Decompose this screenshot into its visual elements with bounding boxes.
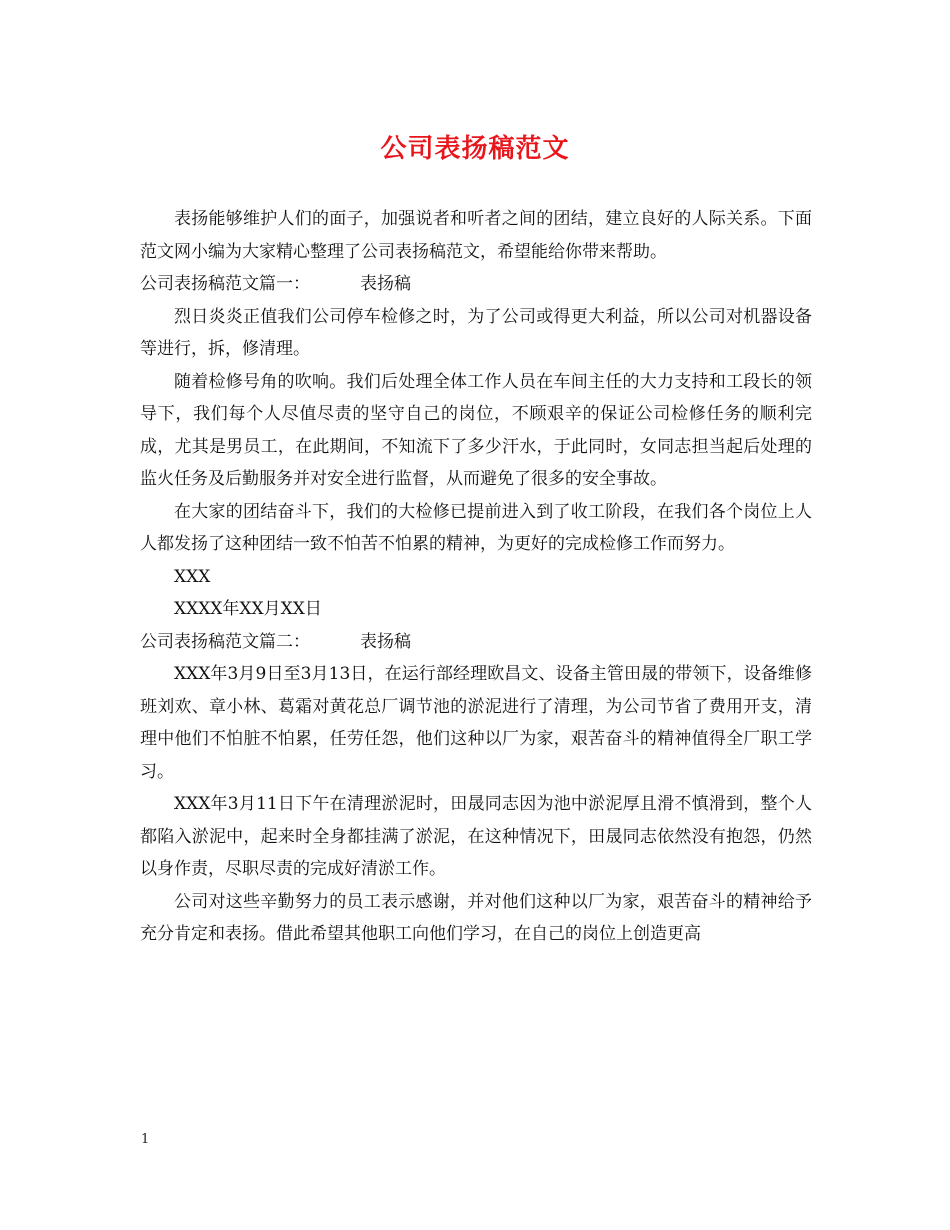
section-heading-2-label: 公司表扬稿范文篇二：	[140, 631, 310, 652]
section1-paragraph: 随着检修号角的吹响。我们后处理全体工作人员在车间主任的大力支持和工段长的领导下，我们每个人尽值尽责的坚守自己的岗位，不顾艰辛的保证公司检修任务的顺利完成，尤其是男员工，在此期间，不知流下了多少汗水，于此同时，女同志担当起后处理的监火任务及后勤服务并对安全进行监督，从而避免了很多的安全事故。	[140, 371, 812, 489]
intro-paragraph: 表扬能够维护人们的面子，加强说者和听者之间的团结，建立良好的人际关系。下面范文网小编为大家精心整理了公司表扬稿范文，希望能给你带来帮助。	[140, 209, 812, 262]
signature-date: XXXX年XX月XX日	[174, 599, 322, 619]
section-heading-1-label: 公司表扬稿范文篇一：	[140, 274, 310, 294]
section-heading-1	[140, 268, 812, 301]
section-subheading-1: 表扬稿	[360, 274, 411, 294]
section-subheading-2: 表扬稿	[360, 631, 411, 652]
section1-paragraph: 在大家的团结奋斗下，我们的大检修已提前进入到了收工阶段，在我们各个岗位上人人都发扬了这种团结一致不怕苦不怕累的精神，为更好的完成检修工作而努力。	[140, 501, 812, 554]
section-heading-2	[140, 626, 812, 659]
section1-paragraph: 烈日炎炎正值我们公司停车检修之时，为了公司或得更大利益，所以公司对机器设备等进行，拆，修清理。	[140, 306, 812, 359]
section2-paragraph: XXX年3月9日至3月13日，在运行部经理欧昌文、设备主管田晟的带领下，设备维修班刘欢、章小林、葛霜对黄花总厂调节池的淤泥进行了清理，为公司节省了费用开支，清理中他们不怕脏不怕累，任劳任怨，他们这种以厂为家，艰苦奋斗的精神值得全厂职工学习。	[140, 664, 812, 782]
section2-paragraph: XXX年3月11日下午在清理淤泥时，田晟同志因为池中淤泥厚且滑不慎滑到，整个人都陷入淤泥中，起来时全身都挂满了淤泥，在这种情况下，田晟同志依然没有抱怨，仍然以身作责，尽职尽责的完成好清淤工作。	[140, 794, 812, 879]
section2-paragraph: 公司对这些辛勤努力的员工表示感谢，并对他们这种以厂为家，艰苦奋斗的精神给予充分肯定和表扬。借此希望其他职工向他们学习，在自己的岗位上创造更高	[140, 891, 812, 944]
page-title: 公司表扬稿范文	[380, 134, 570, 164]
signature-name: XXX	[174, 566, 211, 587]
page-number: 1	[141, 1132, 150, 1147]
document-body	[140, 203, 812, 951]
